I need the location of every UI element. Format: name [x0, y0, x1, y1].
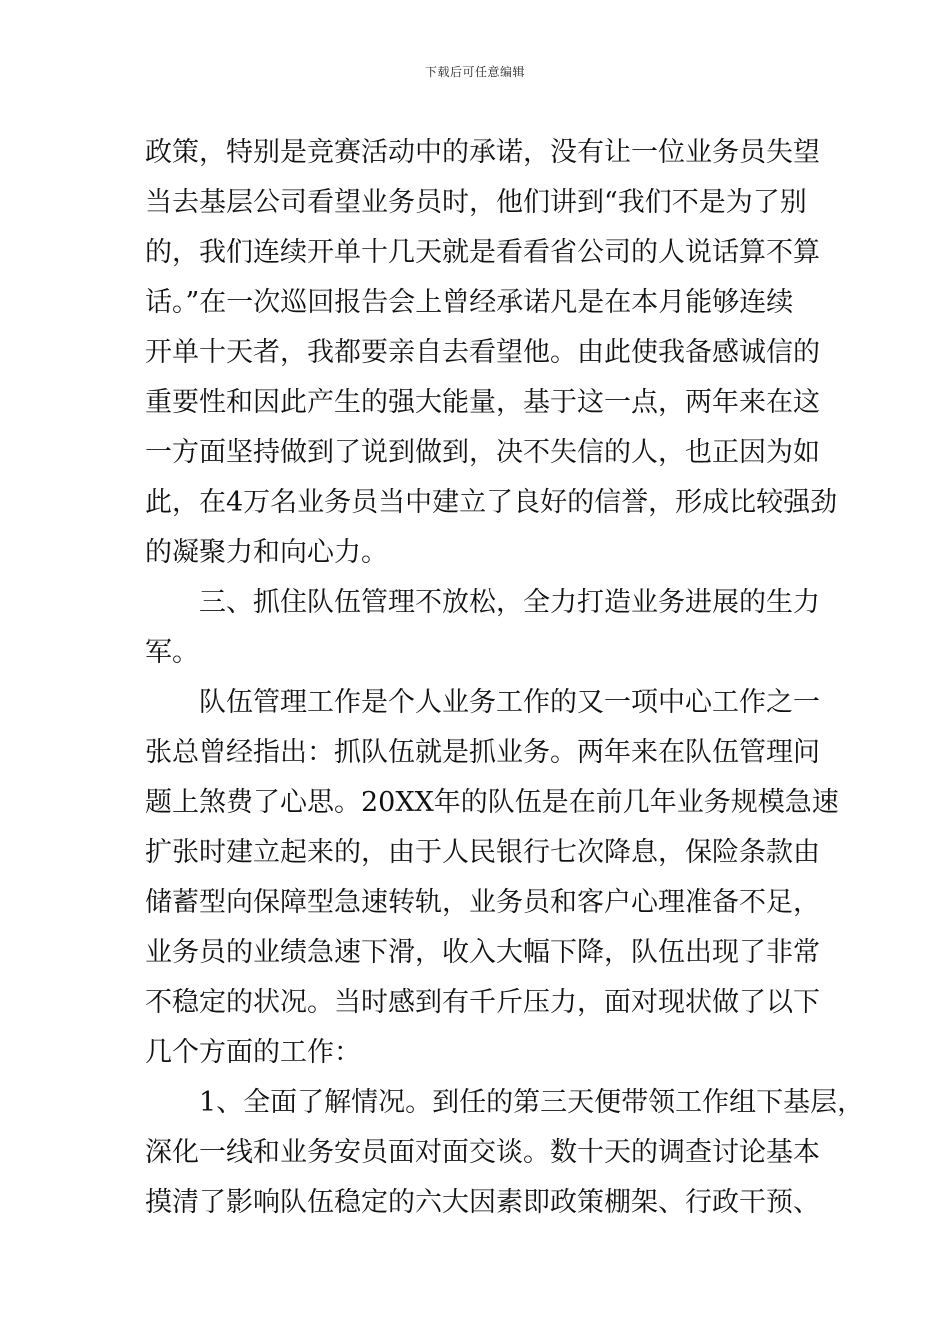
text-line: 政策，特别是竞赛活动中的承诺，没有让一位业务员失望 [145, 137, 820, 168]
text-line: 几个方面的工作： [145, 1037, 361, 1068]
text-line: 开单十天者，我都要亲自去看望他。由此使我备感诚信的 [145, 337, 820, 368]
list-item-first-line: 1、全面了解情况。到任的第三天便带领工作组下基层， [199, 1087, 865, 1118]
section-heading-line: 三、抓住队伍管理不放松，全力打造业务进展的生力 [199, 587, 820, 618]
section-heading-line: 军。 [145, 637, 199, 668]
text-line: 摸清了影响队伍稳定的六大因素即政策棚架、行政干预、 [145, 1187, 820, 1218]
text-line: 的凝聚力和向心力。 [145, 537, 388, 568]
text-line: 重要性和因此产生的强大能量，基于这一点，两年来在这 [145, 387, 820, 418]
text-line: 一方面坚持做到了说到做到，决不失信的人，也正因为如 [145, 437, 820, 468]
text-line: 此，在4万名业务员当中建立了良好的信誉，形成比较强劲 [145, 487, 838, 518]
text-line: 当去基层公司看望业务员时，他们讲到“我们不是为了别 [145, 187, 807, 218]
text-line: 的，我们连续开单十几天就是看看省公司的人说话算不算 [145, 237, 820, 268]
text-line: 储蓄型向保障型急速转轨，业务员和客户心理准备不足， [145, 887, 820, 918]
text-line: 不稳定的状况。当时感到有千斤压力，面对现状做了以下 [145, 987, 820, 1018]
paragraph-first-line: 队伍管理工作是个人业务工作的又一项中心工作之一 [199, 687, 820, 718]
text-line: 深化一线和业务安员面对面交谈。数十天的调查讨论基本 [145, 1137, 820, 1168]
text-line: 话。”在一次巡回报告会上曾经承诺凡是在本月能够连续 [145, 287, 794, 318]
text-line: 扩张时建立起来的，由于人民银行七次降息，保险条款由 [145, 837, 820, 868]
text-line: 张总曾经指出：抓队伍就是抓业务。两年来在队伍管理问 [145, 737, 820, 768]
document-body [145, 128, 865, 1228]
text-line: 题上煞费了心思。20XX年的队伍是在前几年业务规模急速 [145, 787, 839, 818]
header-note: 下载后可任意编辑 [424, 65, 525, 79]
text-line: 业务员的业绩急速下滑，收入大幅下降，队伍出现了非常 [145, 937, 820, 968]
